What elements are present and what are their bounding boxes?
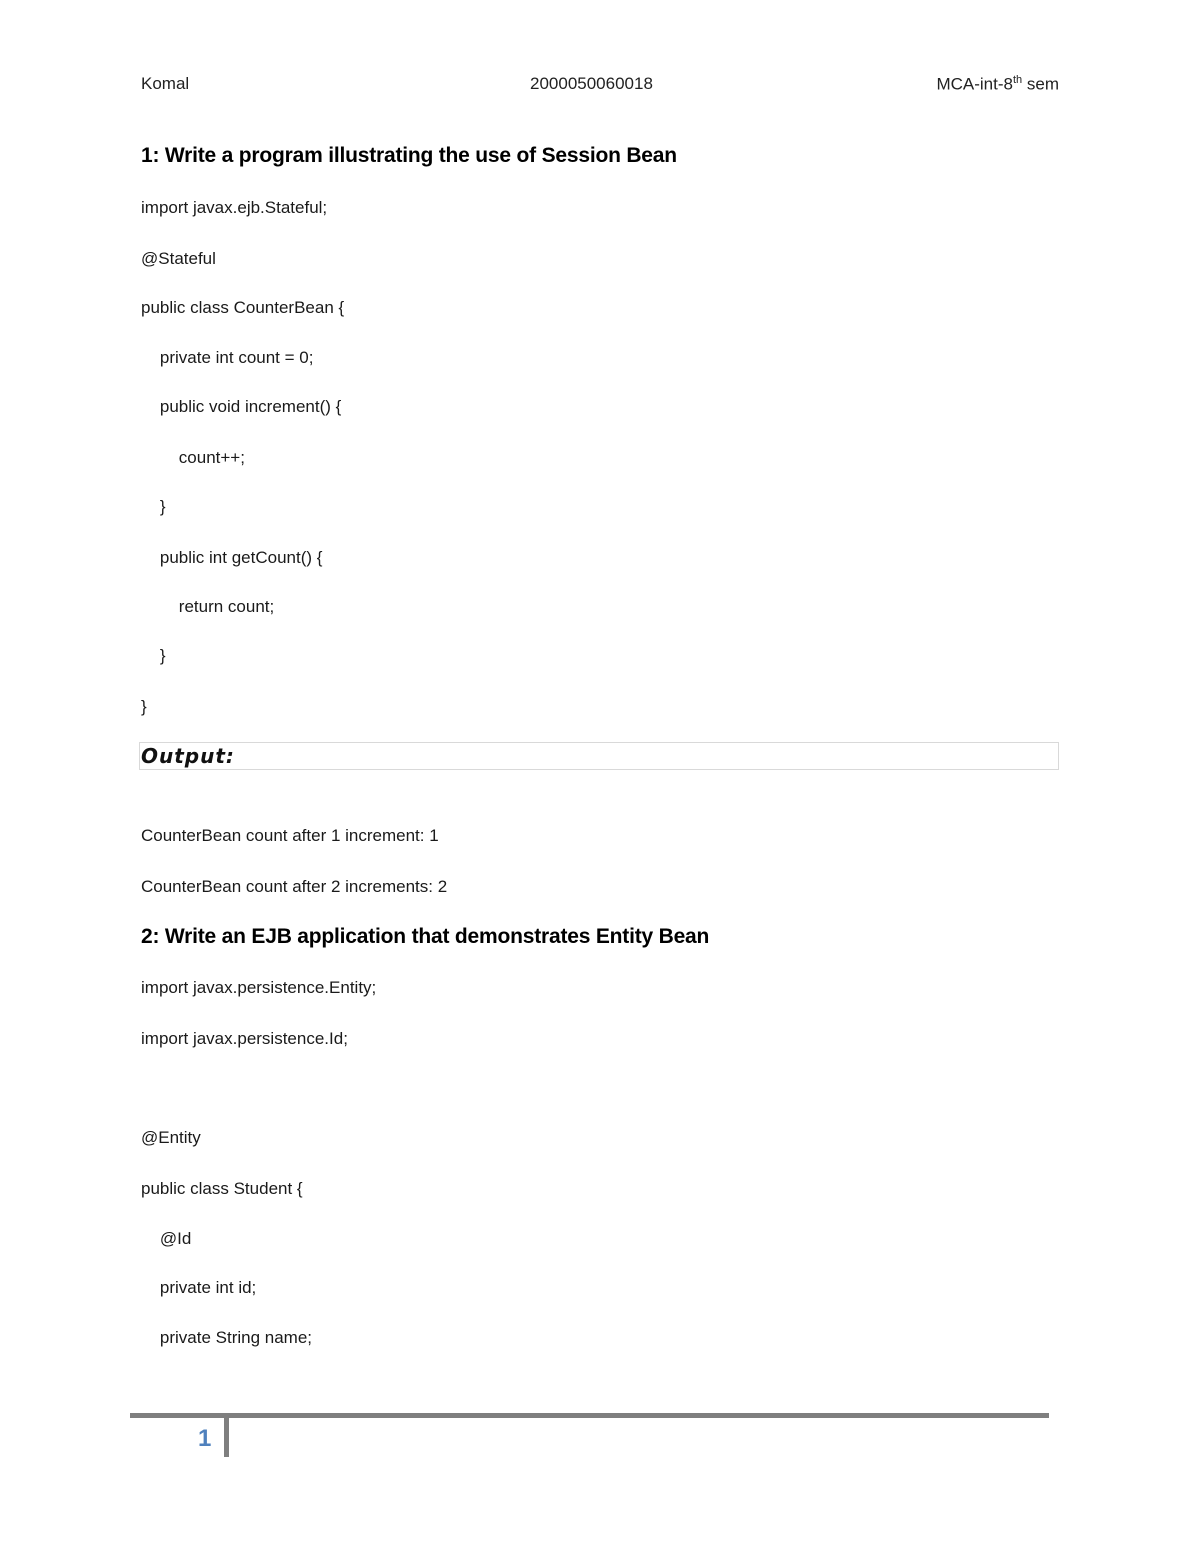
page-header: [141, 74, 1059, 98]
footer-vertical-rule: [224, 1413, 229, 1457]
header-roll-number: 2000050060018: [530, 74, 653, 93]
header-course-superscript: th: [1012, 74, 1023, 86]
output-label-box: [139, 742, 1059, 770]
code-line: count++;: [141, 448, 245, 467]
code-line: @Id: [141, 1229, 192, 1248]
code-line: public class Student {: [141, 1179, 303, 1198]
section-1-heading: 1: Write a program illustrating the use of Session Bean: [141, 144, 677, 167]
code-line: }: [141, 697, 147, 716]
code-line: private String name;: [141, 1328, 313, 1347]
header-course: [936, 74, 1059, 95]
code-line: public void increment() {: [141, 397, 342, 416]
code-line: }: [141, 646, 166, 665]
header-name: Komal: [141, 74, 190, 93]
code-line: import javax.ejb.Stateful;: [141, 198, 328, 217]
output-line: CounterBean count after 2 increments: 2: [141, 877, 448, 896]
code-line: private int id;: [141, 1278, 257, 1297]
section-2-heading: 2: Write an EJB application that demonstrates Entity Bean: [141, 925, 710, 948]
footer-horizontal-rule: [130, 1413, 1049, 1418]
output-line: CounterBean count after 1 increment: 1: [141, 826, 439, 845]
code-line: private int count = 0;: [141, 348, 314, 367]
output-label: Output:: [141, 744, 235, 768]
code-line: @Entity: [141, 1128, 201, 1147]
code-line: public class CounterBean {: [141, 298, 345, 317]
code-line: public int getCount() {: [141, 548, 323, 567]
header-course-prefix: MCA-int-8: [936, 74, 1013, 94]
header-course-suffix: sem: [1022, 74, 1059, 94]
code-line: }: [141, 497, 166, 516]
code-line: import javax.persistence.Id;: [141, 1029, 348, 1048]
code-line: @Stateful: [141, 249, 216, 268]
code-line: import javax.persistence.Entity;: [141, 978, 377, 997]
page-number: 1: [198, 1425, 212, 1452]
code-line: return count;: [141, 597, 275, 616]
